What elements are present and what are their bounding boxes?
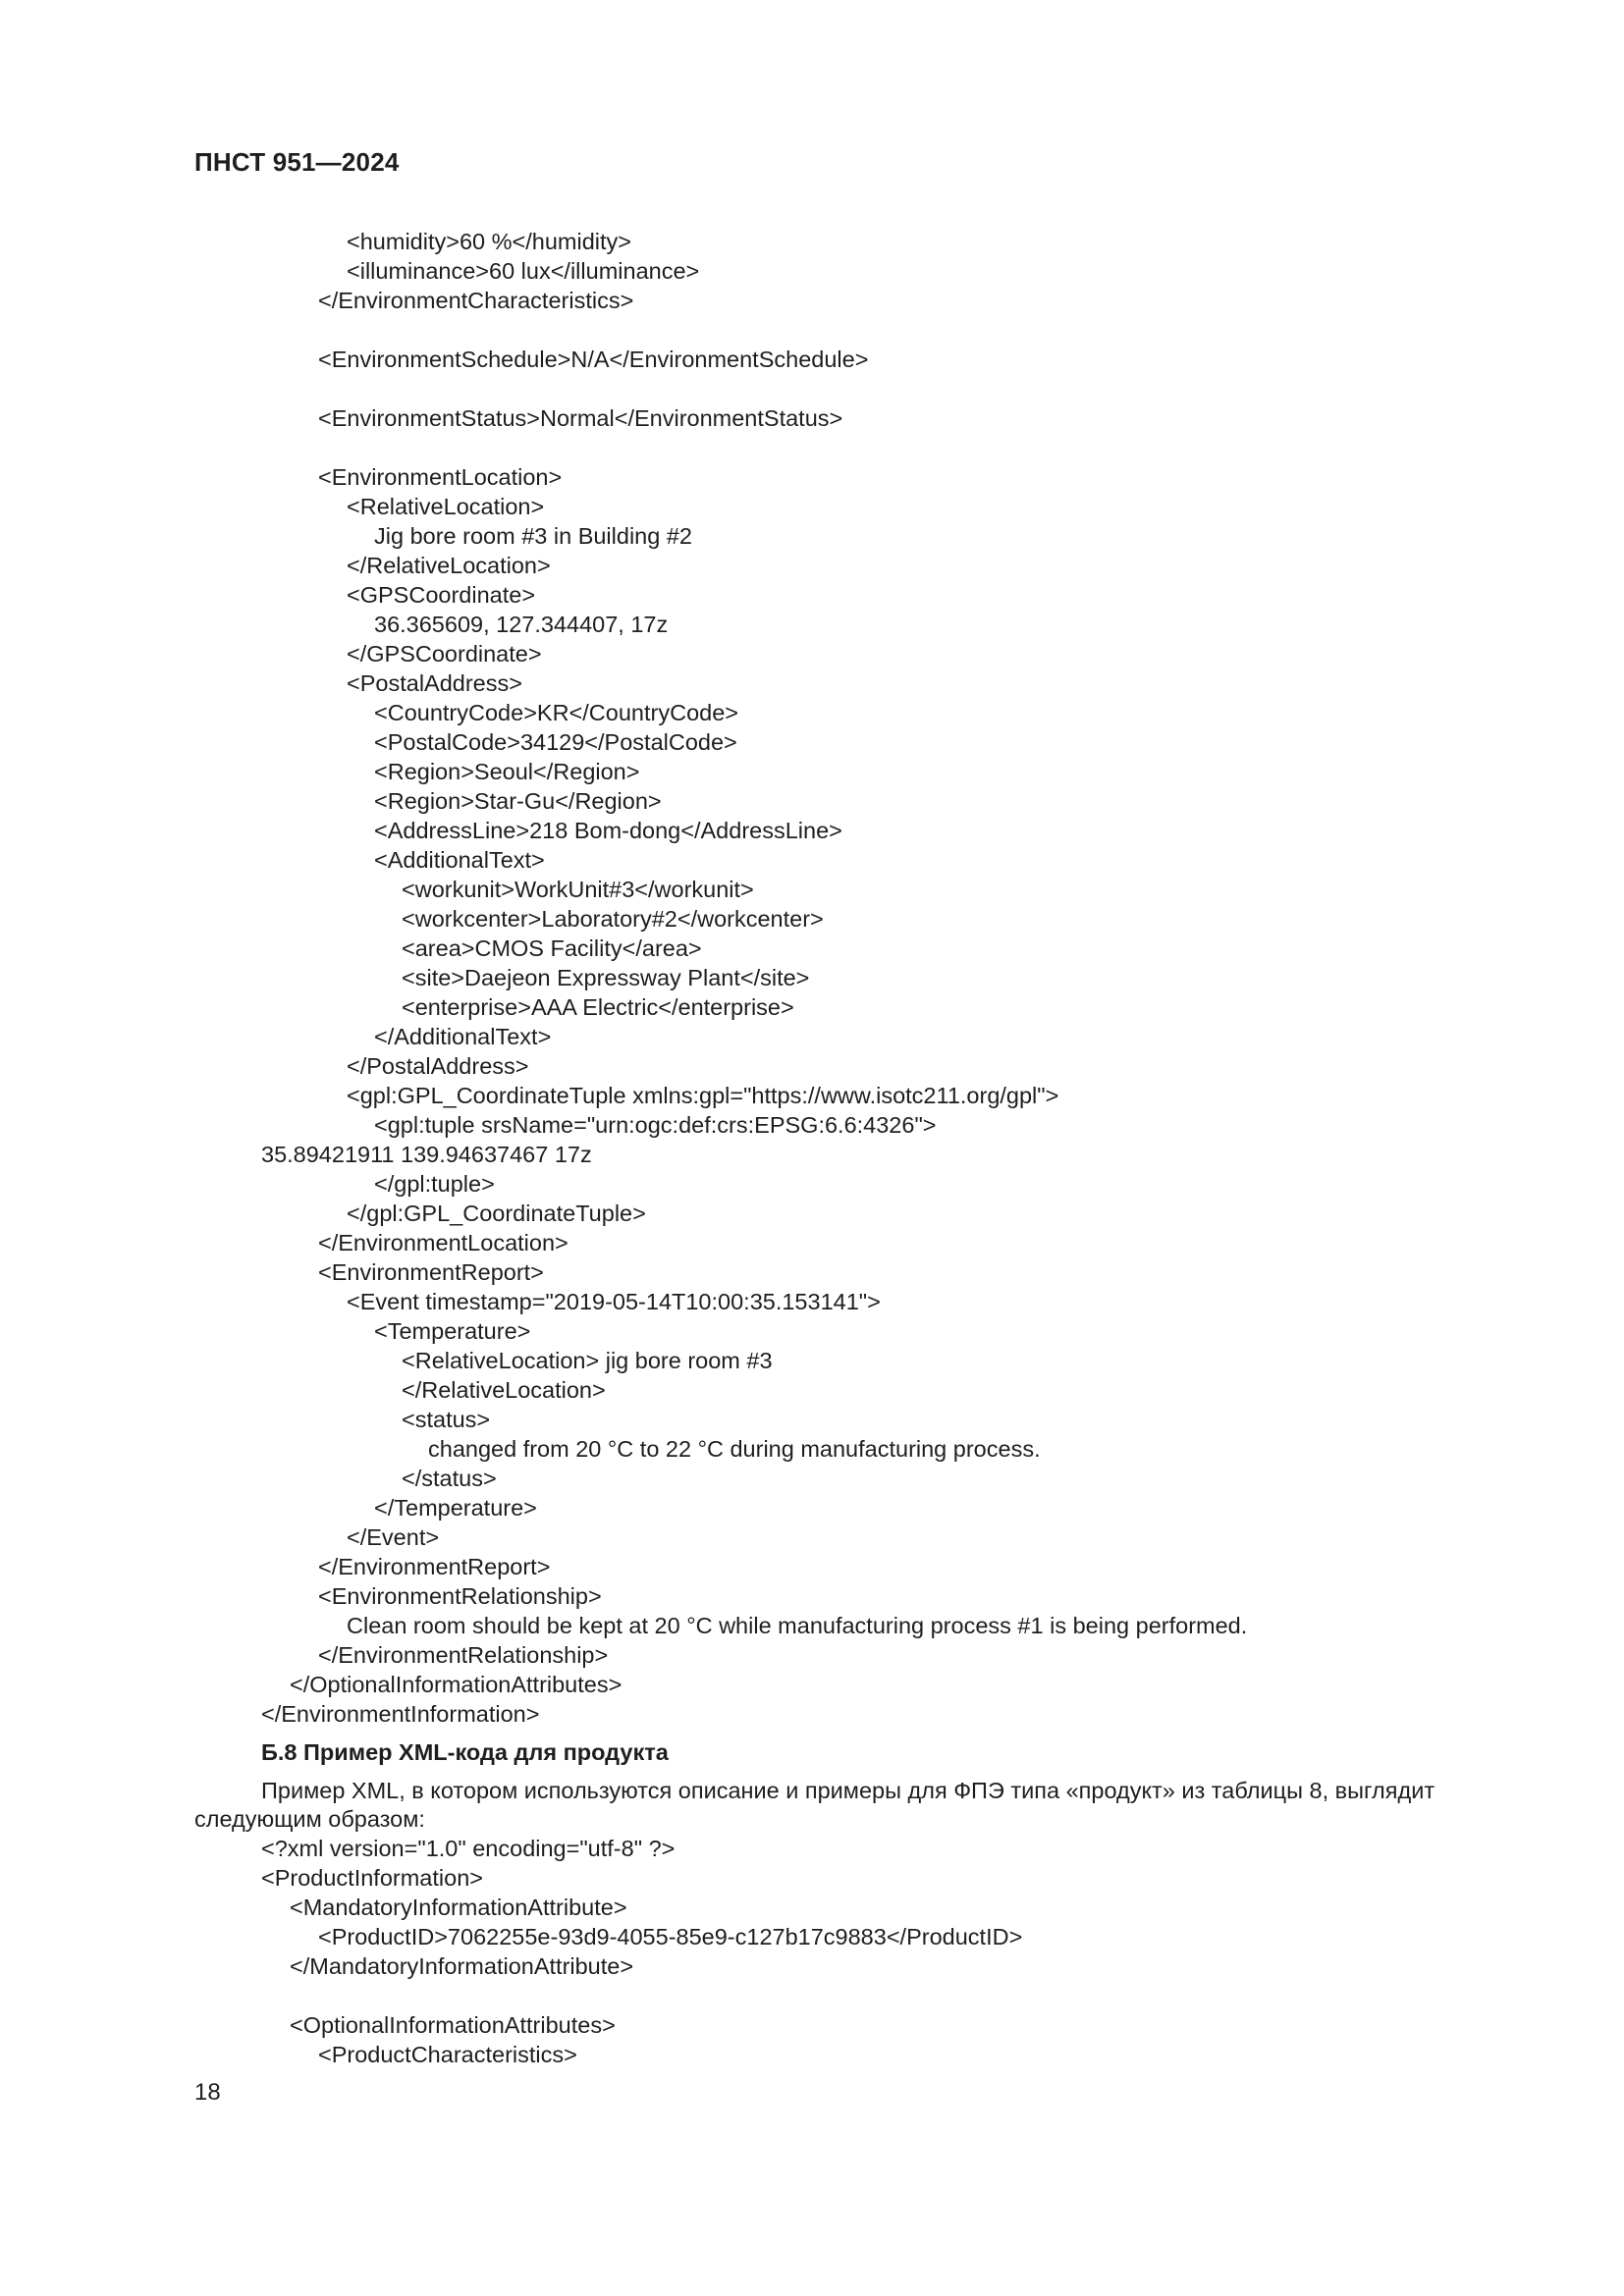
code-line: <ProductCharacteristics> [318,2042,577,2067]
code-line: <ProductInformation> [261,1865,483,1891]
code-line: <AddressLine>218 Bom-dong</AddressLine> [374,818,842,843]
code-line: <PostalAddress> [347,670,522,696]
code-line: </EnvironmentLocation> [318,1230,568,1255]
code-line: <gpl:tuple srsName="urn:ogc:def:crs:EPSG:6.6:4326"> [374,1112,937,1138]
code-line: changed from 20 °C to 22 °C during manufacturing process. [428,1436,1041,1462]
code-line: <Region>Seoul</Region> [374,759,640,784]
section-heading: Б.8 Пример XML-кода для продукта [261,1739,669,1765]
paragraph-line: следующим образом: [194,1806,425,1832]
code-line: </gpl:tuple> [374,1171,495,1197]
page-number: 18 [194,2079,221,2106]
code-line: </EnvironmentRelationship> [318,1642,609,1668]
code-line: <EnvironmentStatus>Normal</EnvironmentStatus> [318,405,843,431]
code-line: </RelativeLocation> [402,1377,606,1403]
code-line: <workunit>WorkUnit#3</workunit> [402,877,754,902]
code-line: <EnvironmentReport> [318,1259,544,1285]
code-line: </RelativeLocation> [347,553,551,578]
code-line: <illuminance>60 lux</illuminance> [347,258,700,284]
code-line: <ProductID>7062255e-93d9-4055-85e9-c127b17c9883</ProductID> [318,1924,1023,1949]
code-line: </Temperature> [374,1495,537,1521]
code-line: </EnvironmentReport> [318,1554,551,1579]
code-line: <?xml version="1.0" encoding="utf-8" ?> [261,1836,676,1861]
code-line: <gpl:GPL_CoordinateTuple xmlns:gpl="https://www.isotc211.org/gpl"> [347,1083,1059,1108]
code-line: <status> [402,1407,491,1432]
code-line: <Temperature> [374,1318,531,1344]
code-line: <Region>Star-Gu</Region> [374,788,662,814]
code-line: </status> [402,1466,497,1491]
code-line: <area>CMOS Facility</area> [402,935,702,961]
code-line: <MandatoryInformationAttribute> [290,1895,627,1920]
code-line: </PostalAddress> [347,1053,529,1079]
code-line: <Event timestamp="2019-05-14T10:00:35.153141"> [347,1289,881,1314]
code-line: </EnvironmentInformation> [261,1701,540,1727]
code-line: </AdditionalText> [374,1024,552,1049]
code-line: <enterprise>AAA Electric</enterprise> [402,994,794,1020]
code-line: </OptionalInformationAttributes> [290,1672,623,1697]
code-line: <humidity>60 %</humidity> [347,229,631,254]
code-line: <PostalCode>34129</PostalCode> [374,729,737,755]
code-line: <OptionalInformationAttributes> [290,2012,616,2038]
code-line: </Event> [347,1524,440,1550]
code-line: <GPSCoordinate> [347,582,536,608]
code-line: </GPSCoordinate> [347,641,542,667]
document-header: ПНСТ 951—2024 [194,147,400,177]
code-line: </gpl:GPL_CoordinateTuple> [347,1201,646,1226]
code-line: </MandatoryInformationAttribute> [290,1953,634,1979]
code-line: Clean room should be kept at 20 °C while manufacturing process #1 is being performed. [347,1613,1248,1638]
code-line: <EnvironmentSchedule>N/A</EnvironmentSchedule> [318,347,869,372]
code-line: <EnvironmentLocation> [318,464,563,490]
code-line: 35.89421911 139.94637467 17z [261,1142,592,1167]
code-line: Jig bore room #3 in Building #2 [374,523,692,549]
code-line: <CountryCode>KR</CountryCode> [374,700,738,725]
code-line: <RelativeLocation> [347,494,545,519]
code-line: <EnvironmentRelationship> [318,1583,602,1609]
code-line: <RelativeLocation> jig bore room #3 [402,1348,773,1373]
paragraph-line: Пример XML, в котором используются описание и примеры для ФПЭ типа «продукт» из таблицы 8, выглядит [261,1778,1435,1803]
code-line: <site>Daejeon Expressway Plant</site> [402,965,810,990]
code-line: <workcenter>Laboratory#2</workcenter> [402,906,824,932]
code-line: 36.365609, 127.344407, 17z [374,612,669,637]
code-line: </EnvironmentCharacteristics> [318,288,634,313]
code-line: <AdditionalText> [374,847,545,873]
